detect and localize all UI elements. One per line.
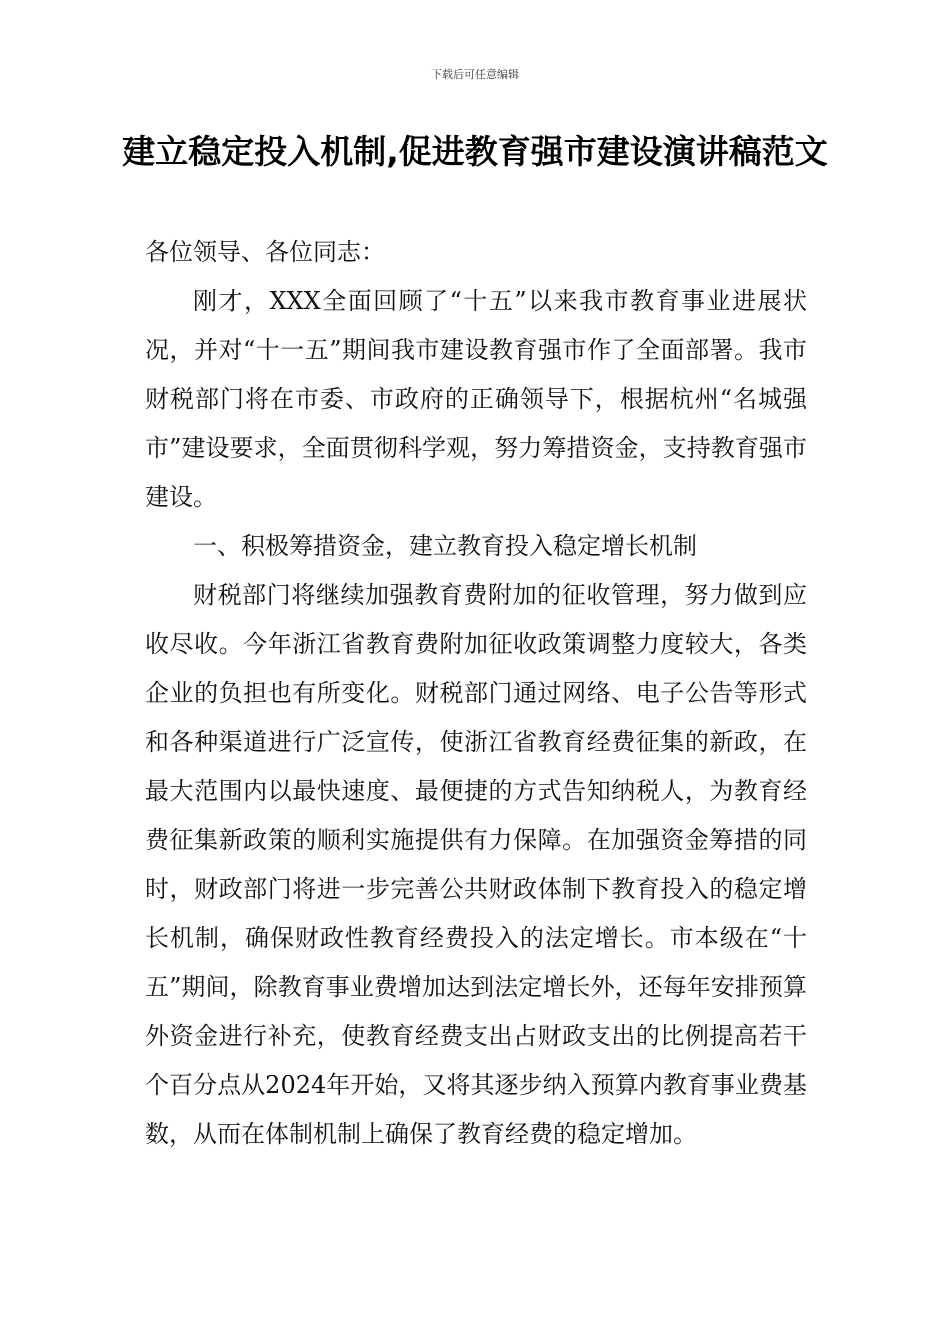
salutation: 各位领导、各位同志： <box>145 238 385 266</box>
document-body <box>145 228 807 1159</box>
paragraph-section-1: 财税部门将继续加强教育费附加的征收管理，努力做到应收尽收。今年浙江省教育费附加征收政策调整力度较大，各类企业的负担也有所变化。财税部门通过网络、电子公告等形式和各种渠道进行广泛宣传，使浙江省教育经费征集的新政，在最大范围内以最快速度、最便捷的方式告知纳税人，为教育经费征集新政策的顺利实施提供有力保障。在加强资金筹措的同时，财政部门将进一步完善公共财政体制下教育投入的稳定增长机制，确保财政性教育经费投入的法定增长。市本级在“十五”期间，除教育事业费增加达到法定增长外，还每年安排预算外资金进行补充，使教育经费支出占财政支出的比例提高若干个百分点从2024年开始，又将其逐步纳入预算内教育事业费基数，从而在体制机制上确保了教育经费的稳定增加。 <box>145 581 807 1148</box>
document-title: 建立稳定投入机制,促进教育强市建设演讲稿范文 <box>122 132 828 171</box>
paragraph-intro: 刚才，XXX全面回顾了“十五”以来我市教育事业进展状况，并对“十一五”期间我市建设教育强市作了全面部署。我市财税部门将在市委、市政府的正确领导下，根据杭州“名城强市”建设要求，全面贯彻科学观，努力筹措资金，支持教育强市建设。 <box>145 287 807 511</box>
section-heading-1: 一、积极筹措资金，建立教育投入稳定增长机制 <box>193 532 697 560</box>
header-note: 下载后可任意编辑 <box>431 68 519 81</box>
